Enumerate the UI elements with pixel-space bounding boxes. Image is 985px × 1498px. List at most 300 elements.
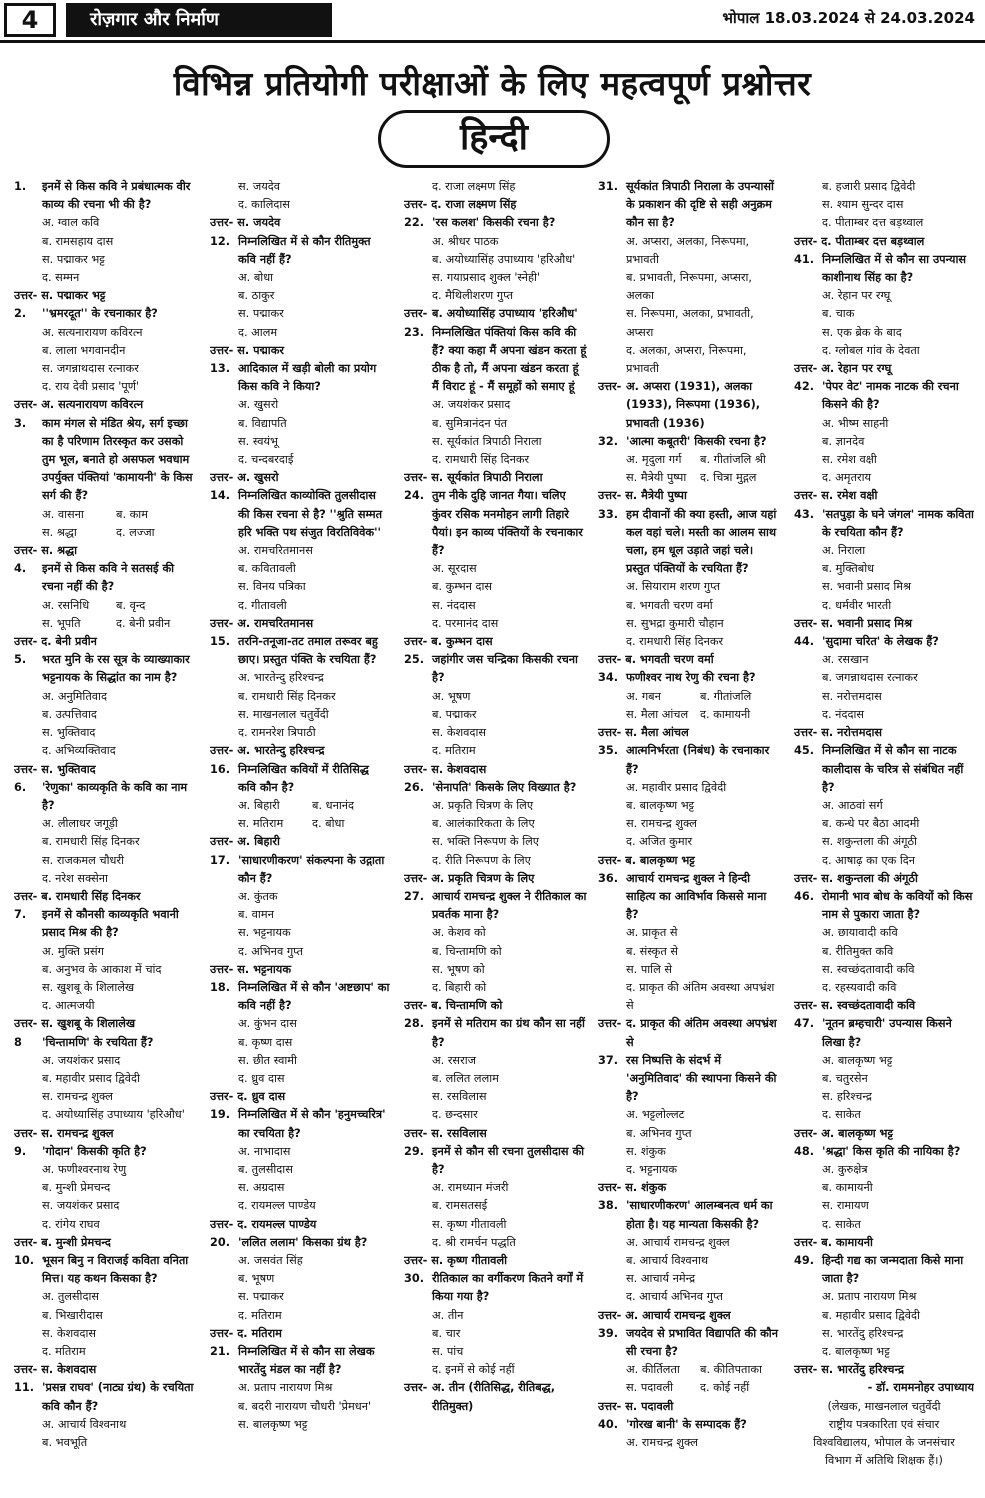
author-name: - डॉ. राममनोहर उपाध्याय: [867, 1381, 974, 1395]
question-number: 28.: [404, 1017, 425, 1031]
option: अ. सत्यनारायण कविरत्न: [42, 325, 143, 339]
option: ब. अयोध्यासिंह उपाध्याय 'हरिऔध': [432, 252, 576, 266]
question-number: 6.: [14, 780, 27, 794]
question: [210, 1234, 390, 1252]
option: अ. बिहारी: [238, 798, 280, 812]
question: [404, 305, 588, 323]
question: [598, 1416, 780, 1434]
option: अ. सूरदास: [432, 562, 477, 576]
question-text: 'ललित ललाम' किसका ग्रंथ है?: [238, 1235, 368, 1249]
question-number: 33.: [598, 507, 619, 521]
answer: उत्तर- द. बेनी प्रवीन: [14, 635, 97, 649]
question-text: निम्नलिखित कवियों में रीतिसिद्ध कवि कौन है?: [238, 762, 369, 794]
question-number: 4.: [14, 562, 27, 576]
question-number: 48.: [794, 1144, 815, 1158]
option: अ. भट्टलोल्लट: [626, 1108, 685, 1122]
option: अ. आचार्य रामचन्द्र शुक्ल: [626, 1235, 730, 1249]
answer: उत्तर- ब. चिन्तामणि को: [404, 999, 503, 1013]
question-text: 'गोरख बानी' के सम्पादक हैं?: [626, 1417, 747, 1431]
question-text: 'साधारणीकरण' संकल्पना के उद्गाता कौन हैं?: [238, 853, 385, 885]
option: द. अमृतराय: [822, 471, 872, 485]
option: द. राजा लक्ष्मण सिंह: [432, 180, 516, 193]
answer: उत्तर- स. रसविलास: [404, 1126, 487, 1140]
answer: उत्तर- स. मैला आंचल: [598, 726, 689, 740]
question-text: आचार्य रामचन्द्र शुक्ल ने हिन्दी साहित्य का आविर्भाव किससे माना है?: [626, 871, 767, 922]
option: अ. रामचरितमानस: [238, 544, 313, 558]
option: अ. कीर्तिलता: [626, 1363, 680, 1377]
option-pair: [598, 451, 780, 469]
option: स. पद्माकर: [238, 307, 284, 321]
author-bio: (लेखक, माखनलाल चतुर्वेदी: [827, 1399, 941, 1413]
option: ब. गीतांजलि: [700, 689, 752, 703]
question-text: सूर्यकांत त्रिपाठी निराला के उपन्यासों के प्रकाशन की दृष्टि से सही अनुक्रम कौन सा है?: [626, 180, 774, 230]
answer: उत्तर- ब. बालकृष्ण भट्ट: [598, 853, 695, 867]
option: अ. खुसरो: [238, 398, 279, 412]
option: द. मतिराम: [42, 1345, 86, 1358]
option: ब. कन्धे पर बैठा आदमी: [822, 817, 920, 831]
option: ब. ज्ञानदेव: [822, 434, 865, 448]
option: ब. संस्कृत से: [626, 944, 679, 958]
question-number: 3.: [14, 416, 27, 430]
question: [14, 178, 198, 214]
option: स. केशवदास: [432, 726, 487, 740]
question-number: 16.: [210, 762, 231, 776]
option: ब. कृष्ण दास: [238, 1035, 293, 1049]
option: स. सूर्यकांत त्रिपाठी निराला: [432, 434, 542, 448]
option: स. निरूपमा, अलका, प्रभावती,: [626, 307, 754, 321]
question-text: आचार्य रामचन्द्र शुक्ल ने रीतिकाल का प्रवर्तक माना है?: [432, 889, 587, 922]
answer: उत्तर- स. पद्माकर: [210, 343, 285, 357]
option: द. अजित कुमार: [626, 835, 693, 849]
option: अ. कुंभन दास: [238, 1017, 297, 1031]
option: स. जयशंकर प्रसाद: [42, 1199, 120, 1213]
question: [14, 415, 198, 506]
question-text: भरत मुनि के रस सूत्र के व्याख्याकार भट्टनायक के सिद्धांत का नाम है?: [42, 653, 190, 685]
question: [14, 1143, 198, 1161]
answer: उत्तर- स. केशवदास: [14, 1363, 97, 1377]
option: द. आषाढ़ का एक दिन: [822, 853, 916, 867]
option: ब. लाला भगवानदीन: [42, 343, 126, 357]
option: ब. मुक्तिबोध: [822, 562, 875, 576]
answer: उत्तर- द. राजा लक्ष्मण सिंह: [404, 198, 517, 212]
answer: उत्तर- द. पीताम्बर दत्त बड़थ्वाल: [794, 234, 925, 248]
option: द. रायमल्ल पाण्डेय: [238, 1199, 316, 1213]
question-text: इनमें से किस कवि ने प्रबंधात्मक वीर काव्य की रचना भी की है?: [42, 180, 191, 212]
option: अ. आचार्य विश्वनाथ: [42, 1417, 127, 1431]
option: स. मैत्रेयी पुष्पा: [626, 471, 687, 485]
page-number: 4: [4, 3, 56, 37]
option: स. भवानी प्रसाद मिश्र: [822, 580, 912, 594]
option: द. परमानंद दास: [432, 616, 499, 630]
option: द. अभिनव गुप्त: [238, 944, 304, 958]
question-text: आत्मनिर्भरता (निबंध) के रचनाकार हैं?: [626, 744, 770, 776]
option: स. श्रद्धा: [42, 525, 77, 539]
option: अ. वासना: [42, 507, 84, 521]
option: द. बालकृष्ण भट्ट: [822, 1345, 890, 1358]
option: द. कोई नहीं: [700, 1381, 750, 1395]
question-number: 30.: [404, 1272, 425, 1286]
question-text: ब. अयोध्यासिंह उपाध्याय 'हरिऔध': [432, 307, 578, 321]
option: द. कामायनी: [700, 707, 751, 721]
question-number: 45.: [794, 744, 815, 758]
question-text: 'श्रद्धा' किस कृति की नायिका है?: [822, 1144, 961, 1158]
option: स. राजकमल चौधरी: [42, 853, 125, 867]
question: [14, 1034, 198, 1052]
question-number: 2.: [14, 307, 27, 321]
question: [598, 742, 780, 778]
question-number: 47.: [794, 1017, 815, 1031]
question-text: जयदेव से प्रभावित विद्यापति की कौन सी रचना है?: [626, 1326, 778, 1358]
option: ब. ठाकुर: [238, 289, 275, 303]
question: [794, 742, 974, 797]
answer: उत्तर- स. मैत्रेयी पुष्पा: [598, 489, 687, 503]
question: [404, 1379, 588, 1415]
answer: उत्तर- स. केशवदास: [404, 762, 487, 776]
question: [210, 1106, 390, 1142]
option: ब. सुमित्रानंदन पंत: [432, 416, 508, 430]
question-number: उत्तर-: [598, 1017, 622, 1031]
question-text: इनमें से मतिराम का ग्रंथ कौन सा नहीं है?: [432, 1017, 585, 1049]
option: स. हरिश्चन्द्र: [822, 1090, 872, 1104]
option: ब. चतुरसेन: [822, 1071, 868, 1085]
question: [14, 1379, 198, 1415]
option: अ. सियाराम शरण गुप्त: [626, 580, 721, 594]
dateline: भोपाल 18.03.2024 से 24.03.2024: [722, 9, 975, 27]
question: [14, 779, 198, 815]
option: द. नंददास: [822, 707, 865, 721]
answer: उत्तर- ब. कामायनी: [794, 1235, 873, 1249]
option: स. रामचन्द्र शुक्ल: [42, 1090, 113, 1104]
option: अ. प्रताप नारायण मिश्र: [238, 1381, 333, 1395]
question-number: 39.: [598, 1326, 619, 1340]
option: ब. कीतिपताका: [700, 1363, 762, 1377]
option: ब. मुन्शी प्रेमचन्द: [42, 1181, 111, 1195]
answer: उत्तर- अ. भारतेन्दु हरिश्चन्द्र: [210, 744, 325, 758]
option: अ. भूषण: [432, 689, 471, 703]
question-number: 41.: [794, 252, 815, 266]
option: स. एक ब्रेक के बाद: [822, 325, 902, 339]
option: स. भूपति: [42, 616, 81, 630]
question: [14, 651, 198, 687]
question-number: 35.: [598, 744, 619, 758]
option: अ. कुंतक: [238, 889, 278, 903]
option: ब. रीतिमुक्त कवि: [822, 944, 894, 958]
question-text: 'सेनापति' किसके लिए विख्यात है?: [432, 780, 577, 794]
question-number: 13.: [210, 362, 231, 376]
option: अ. फणीश्वरनाथ रेणु: [42, 1162, 127, 1176]
publication-name: रोज़गार और निर्माण: [66, 3, 332, 37]
question-number: 27.: [404, 889, 425, 903]
option: द. प्राकृत की अंतिम अवस्था अपभ्रंश: [626, 980, 775, 994]
option: अ. श्रीधर पाठक: [432, 234, 499, 248]
option: अ. मुक्ति प्रसंग: [42, 944, 105, 958]
question-number: 22.: [404, 216, 425, 230]
option-pair: [598, 706, 780, 724]
option: द. मैथिलीशरण गुप्त: [432, 289, 514, 303]
question-number: 1.: [14, 180, 27, 193]
option: अ. तीन: [432, 1308, 464, 1322]
question: [404, 324, 588, 397]
option: स. मतिराम: [238, 817, 284, 831]
question-number: 34.: [598, 671, 619, 685]
answer: उत्तर- स. भुक्तिवाद: [14, 762, 96, 776]
option-pair: [14, 615, 198, 633]
option: अ. कुरुक्षेत्र: [822, 1162, 868, 1176]
option: द. इनमें से कोई नहीं: [432, 1363, 515, 1377]
answer: उत्तर- स. शकुन्तला की अंगूठी: [794, 871, 918, 885]
column-5: [794, 178, 974, 1470]
option: प्रभावती: [626, 252, 659, 266]
question-number: 17.: [210, 853, 231, 867]
option: स. भूषण को: [432, 962, 485, 976]
answer: उत्तर- ब. रामधारी सिंह दिनकर: [14, 889, 141, 903]
question-text: निम्नलिखित पंक्तियां किस कवि की हैं? क्या कहा मैं अपना खंडन करता हूं ठीक है तो, मैं अपना खंडन करता हूं मैं विराट हूं - मैं समूहों को समाए हूं: [432, 325, 587, 394]
option-pair: [598, 469, 780, 487]
answer: उत्तर- अ. खुसरो: [210, 471, 279, 485]
question-text: तुम नीके दुहि जानत गैया। चलिए कुंवर रसिक मनमोहन लागी तिहारे पैयां। इन काव्य पंक्तियों के रचनाकार हैं?: [432, 489, 583, 558]
option: ब. अभिनव गुप्त: [626, 1126, 692, 1140]
question-text: फणीश्वर नाथ रेणु की रचना है?: [626, 671, 756, 685]
question-text: रस निष्पत्ति के संदर्भ में 'अनुमितिवाद' की स्थापना किसने की है?: [626, 1053, 777, 1104]
answer: उत्तर- स. खुशबू के शिलालेख: [14, 1017, 136, 1031]
answer: उत्तर- स. कृष्ण गीतावली: [404, 1253, 508, 1267]
question: [210, 487, 390, 542]
option: द. चन्दबरदाई: [238, 453, 294, 467]
option: स. नरोत्तमदास: [822, 689, 882, 703]
question-number: उत्तर-: [404, 307, 428, 321]
question: [14, 560, 198, 596]
option: अ. बालकृष्ण भट्ट: [822, 1053, 893, 1067]
option: स. मैला आंचल: [626, 707, 689, 721]
question-text: काम मंगल से मंडित श्रेय, सर्ग इच्छा का है परिणाम तिरस्कृत कर उसको तुम भूल, बनाते हो असफल भवधाम उपर्युक्त पंक्तियां 'कामायनी' के किस सर्ग की हैं?: [42, 416, 193, 503]
answer: उत्तर- ब. कुम्भन दास: [404, 635, 493, 649]
option: स. केशवदास: [42, 1326, 97, 1340]
option: स. पांच: [432, 1345, 464, 1358]
question-number: 15.: [210, 635, 231, 649]
question-number: 49.: [794, 1253, 815, 1267]
question: [598, 1325, 780, 1361]
question: [598, 433, 780, 451]
answer: उत्तर- ब. भगवती चरण वर्मा: [598, 653, 714, 667]
option: द. अयोध्यासिंह उपाध्याय 'हरिऔध': [42, 1108, 185, 1122]
question-text: आदिकाल में खड़ी बोली का प्रयोग किस कवि ने किया?: [238, 362, 377, 394]
answer: उत्तर- अ. बिहारी: [210, 835, 280, 849]
option: द. छन्दसार: [432, 1108, 478, 1122]
question: [404, 1015, 588, 1051]
option: द. लज्जा: [116, 525, 155, 539]
option: ब. भवभूति: [42, 1436, 88, 1450]
question-text: 'रस कलश' किसकी रचना है?: [432, 216, 556, 230]
subject-badge: हिन्दी: [378, 110, 610, 168]
option: अ. ग्वाल कवि: [42, 216, 100, 230]
question-number: 24.: [404, 489, 425, 503]
option: स. रसविलास: [432, 1090, 487, 1104]
option: अ. प्रकृति चित्रण के लिए: [432, 798, 534, 812]
option: अ. मृदुला गर्ग: [626, 453, 682, 467]
question-number: 43.: [794, 507, 815, 521]
option: द. नरेश सक्सेना: [42, 871, 108, 885]
question: [404, 487, 588, 560]
option: अ. महावीर प्रसाद द्विवेदी: [626, 780, 727, 794]
option: अलका: [626, 289, 654, 303]
option: स. पालि से: [626, 962, 672, 976]
question: [794, 1015, 974, 1051]
question-text: निम्नलिखित में से कौन 'अष्टछाप' का कवि नहीं है?: [238, 980, 390, 1013]
option: स. खुशबू के शिलालेख: [42, 980, 135, 994]
answer: उत्तर- स. नरोत्तमदास: [794, 726, 883, 740]
option: ब. बदरी नारायण चौधरी 'प्रेमधन': [238, 1399, 372, 1413]
option: द. आत्मजयी: [42, 999, 95, 1013]
option: स. नंददास: [432, 598, 476, 612]
question: [598, 506, 780, 579]
option: अ. अनुमितिवाद: [42, 689, 107, 703]
option: स. भट्टनायक: [238, 926, 291, 940]
option: अ. भारतेन्दु हरिश्चन्द्र: [238, 671, 324, 685]
option: अ. रामचन्द्र शुक्ल: [626, 1436, 698, 1450]
question: [794, 251, 974, 287]
question-number: 19.: [210, 1108, 231, 1122]
option: अ. अप्सरा, अलका, निरूपमा,: [626, 234, 750, 248]
column-4: [598, 178, 780, 1452]
question: [404, 1270, 588, 1306]
option: ब. तुलसीदास: [238, 1162, 293, 1176]
option: ब. रामधारी सिंह दिनकर: [238, 689, 336, 703]
option: अ. रसखान: [822, 653, 869, 667]
option-pair: [210, 815, 390, 833]
option: स. पद्माकर: [238, 1290, 284, 1304]
question-text: 'नूतन ब्रम्हचारी' उपन्यास किसने लिखा है?: [822, 1017, 952, 1049]
author-bio: विभाग में अतिथि शिक्षक हैं।): [825, 1454, 943, 1468]
question: [404, 214, 588, 232]
option: द. सम्मन: [42, 271, 80, 285]
option: स. बालकृष्ण भट्ट: [238, 1417, 308, 1431]
question-text: 'पेपर वेट' नामक नाटक की रचना किसने की है?: [822, 380, 959, 412]
option: ब. अनुभव के आकाश में चांद: [42, 962, 162, 976]
question: [404, 888, 588, 924]
answer: उत्तर- अ. बालकृष्ण भट्ट: [794, 1126, 894, 1140]
question-text: रीतिकाल का वर्गीकरण कितने वर्गों में किया गया है?: [432, 1272, 584, 1304]
option: द. पीताम्बर दत्त बड़थ्वाल: [822, 216, 924, 230]
column-2: [210, 178, 390, 1434]
option: द. अलका, अप्सरा, निरूपमा,: [626, 343, 747, 357]
option-pair: [210, 797, 390, 815]
question-text: अ. अप्सरा (1931), अलका (1933), निरूपमा (1936), प्रभावती (1936): [626, 380, 761, 430]
column-3: [404, 178, 588, 1416]
question-text: इनमें से कौनसी काव्यकृति भवानी प्रसाद मिश्र की है?: [42, 908, 179, 940]
answer: उत्तर- द. रायमल्ल पाण्डेय: [210, 1217, 317, 1231]
option: द. साकेत: [822, 1217, 861, 1231]
question-text: निम्नलिखित में से कौन सा उपन्यास काशीनाथ सिंह का है?: [822, 252, 967, 285]
question-text: हम दीवानों की क्या हस्ती, आज यहां कल वहां चले। मस्ती का आलम साथ चला, हम धूल उड़ाते जहां चले। प्रस्तुत पंक्तियों के रचयिता हैं?: [626, 507, 777, 576]
question: [404, 1143, 588, 1179]
question-text: ''भ्रमरदूत'' के रचनाकार है?: [42, 307, 158, 321]
question-number: 10.: [14, 1253, 35, 1267]
option: स. श्याम सुन्दर दास: [822, 198, 904, 212]
option: द. राय देवी प्रसाद 'पूर्ण': [42, 380, 140, 394]
option: द. रहस्यवादी कवि: [822, 980, 897, 994]
option: अ. रसराज: [432, 1053, 476, 1067]
question: [210, 633, 390, 669]
question-number: 25.: [404, 653, 425, 667]
question: [210, 979, 390, 1015]
option: ब. पद्माकर: [432, 707, 477, 721]
question: [794, 633, 974, 651]
question-number: 46.: [794, 889, 815, 903]
column-1: [14, 178, 198, 1452]
answer: उत्तर- स. सूर्यकांत त्रिपाठी निराला: [404, 471, 543, 485]
option: ब. चाक: [822, 307, 855, 321]
option: द. रामधारी सिंह दिनकर: [432, 453, 530, 467]
option: द. मतिराम: [238, 1308, 282, 1322]
option: स. भक्ति निरूपण के लिए: [432, 835, 540, 849]
option: द. रीति निरूपण के लिए: [432, 853, 531, 867]
option: ब. चिन्तामणि को: [432, 944, 502, 958]
option: ब. भूषण: [238, 1272, 275, 1286]
question-text: तरनि-तनूजा-तट तमाल तरूवर बहु छाए। प्रस्तुत पंक्ति के रचयिता हैं?: [238, 635, 378, 667]
question-number: 9.: [14, 1144, 27, 1158]
answer: उत्तर- स. स्वच्छंदतावादी कवि: [794, 999, 916, 1013]
question: [210, 360, 390, 396]
option: स. विनय पत्रिका: [238, 580, 306, 594]
question-number: 44.: [794, 635, 815, 649]
question-text: निम्नलिखित काव्योक्ति तुलसीदास की किस रचना से है? ''श्रुति सम्मत हरि भक्ति पथ संजुत विरतिविवेक'': [238, 489, 383, 539]
option: स. अग्रदास: [238, 1181, 285, 1195]
question: [210, 1343, 390, 1379]
option: द. भट्टनायक: [626, 1162, 678, 1176]
option: द. साकेत: [822, 1108, 861, 1122]
option: अ. लीलाधर जगूड़ी: [42, 817, 118, 831]
question: [598, 378, 780, 433]
question-number: 11.: [14, 1381, 35, 1395]
option: अप्सरा: [626, 325, 654, 339]
question-text: हिन्दी गद्य का जन्मदाता किसे माना जाता है?: [822, 1253, 964, 1286]
question: [794, 1143, 974, 1161]
option: ब. गीतांजलि श्री: [700, 453, 766, 467]
answer: उत्तर- अ. सत्यनारायण कविरत्न: [14, 398, 144, 412]
option: द. अभिव्यक्तिवाद: [42, 744, 116, 758]
option: स. जगन्नाथदास रत्नाकर: [42, 362, 139, 376]
answer: उत्तर- अ. रामचरितमानस: [210, 616, 314, 630]
question-text: 'चिन्तामणि' के रचयिता हैं?: [42, 1035, 154, 1049]
answer: उत्तर- स. जयदेव: [210, 216, 281, 230]
option: ब. चार: [432, 1326, 461, 1340]
option: ब. कवितावली: [238, 562, 296, 576]
author-bio: राष्ट्रीय पत्रकारिता एवं संचार: [828, 1417, 940, 1431]
question-number: 5.: [14, 653, 27, 667]
option: ब. प्रभावती, निरूपमा, अप्सरा,: [626, 271, 752, 285]
answer: उत्तर- स. शंकुक: [598, 1181, 667, 1195]
option: स. रामायण: [822, 1199, 869, 1213]
question: [210, 233, 390, 269]
question: [598, 669, 780, 687]
question: [598, 1197, 780, 1233]
question-text: 'साधारणीकरण' आलम्बनत्व धर्म का होता है। यह मान्यता किसकी है?: [626, 1199, 773, 1231]
question: [404, 779, 588, 797]
question: [14, 1252, 198, 1288]
option: स. भुक्तिवाद: [42, 726, 96, 740]
option: द. आचार्य अभिनव गुप्त: [626, 1290, 723, 1304]
option: द. गीतावली: [238, 598, 287, 612]
question: [598, 870, 780, 925]
question-number: 23.: [404, 325, 425, 339]
option-pair: [14, 597, 198, 615]
question-text: निम्नलिखित में से कौन सा नाटक कालीदास के चरित्र से संबंधित नहीं है?: [822, 744, 964, 794]
question-number: उत्तर-: [598, 380, 622, 394]
answer: उत्तर- द. ध्रुव दास: [210, 1090, 286, 1104]
question: [598, 1015, 780, 1051]
option: अ. प्रताप नारायण मिश्र: [822, 1290, 917, 1304]
option: द. धर्मवीर भारती: [822, 598, 892, 612]
